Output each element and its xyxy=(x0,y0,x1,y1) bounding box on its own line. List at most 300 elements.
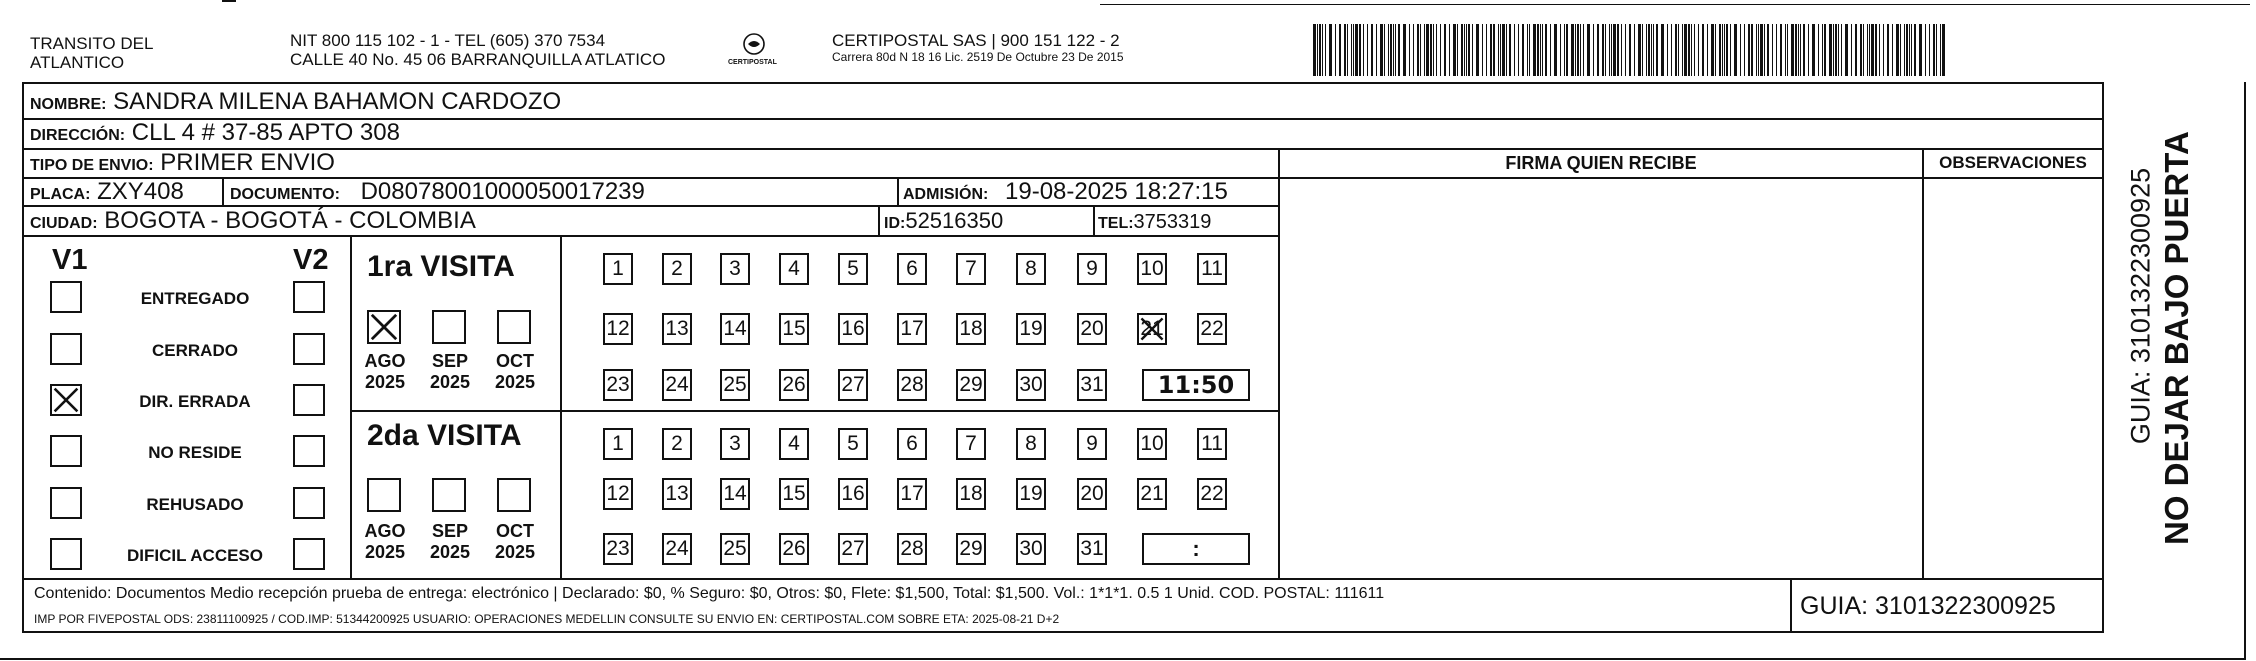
v1-checkbox[interactable] xyxy=(50,538,82,570)
visit1-day-box[interactable] xyxy=(1197,313,1227,345)
month-name: OCT xyxy=(496,351,534,371)
barcode-bar xyxy=(1791,24,1794,76)
barcode xyxy=(1313,24,1947,76)
visit1-day-box[interactable] xyxy=(956,253,986,285)
visit1-day-box[interactable] xyxy=(1077,369,1107,401)
barcode-bar xyxy=(1776,24,1777,76)
status-option-label: DIFICIL ACCESO xyxy=(126,546,263,565)
barcode-bar xyxy=(1605,24,1606,76)
day-number: 8 xyxy=(1025,432,1037,455)
barcode-bar xyxy=(1929,24,1930,76)
barcode-bar xyxy=(1566,24,1568,76)
barcode-bar xyxy=(1593,24,1594,76)
barcode-bar xyxy=(1914,24,1916,76)
day-number: 12 xyxy=(606,317,630,340)
barcode-bar xyxy=(1393,24,1394,76)
day-number: 23 xyxy=(606,373,630,396)
barcode-bar xyxy=(1648,24,1650,76)
day-number: 19 xyxy=(1019,317,1043,340)
v1-checkbox[interactable] xyxy=(50,281,82,313)
visit2-day-box[interactable] xyxy=(603,533,633,565)
visit1-month-checkbox[interactable] xyxy=(367,310,401,344)
address-value: CLL 4 # 37-85 APTO 308 xyxy=(131,119,400,146)
address-line: CALLE 40 No. 45 06 BARRANQUILLA ATLATICO xyxy=(290,50,666,69)
barcode-bar xyxy=(1486,24,1487,76)
v2-checkbox[interactable] xyxy=(293,281,325,313)
status-option-label: CERRADO xyxy=(152,341,238,360)
barcode-bar xyxy=(1629,24,1631,76)
barcode-bar xyxy=(1772,24,1773,76)
visit2-day-box[interactable] xyxy=(1137,428,1167,460)
barcode-bar xyxy=(1371,24,1373,76)
barcode-bar xyxy=(1509,24,1511,76)
visit1-time-box[interactable]: 11:50 xyxy=(1142,369,1250,401)
barcode-bar xyxy=(1347,24,1348,76)
barcode-bar xyxy=(1803,24,1805,76)
admission-value: 19-08-2025 18:27:15 xyxy=(1005,178,1228,205)
barcode-bar xyxy=(1698,24,1699,76)
barcode-bar xyxy=(1430,24,1432,76)
top-tick xyxy=(222,0,236,2)
month-name: OCT xyxy=(496,521,534,541)
visit1-day-box[interactable] xyxy=(956,369,986,401)
day-number: 16 xyxy=(841,482,865,505)
v2-label: V2 xyxy=(293,244,329,276)
tel-sep xyxy=(1093,205,1095,235)
v2-checkbox[interactable] xyxy=(293,487,325,519)
barcode-bar xyxy=(1363,24,1364,76)
visit1-day-box[interactable] xyxy=(1197,253,1227,285)
barcode-bar xyxy=(1466,24,1467,76)
barcode-bar xyxy=(1707,24,1708,76)
barcode-bar xyxy=(1767,24,1769,76)
visit2-month-checkbox[interactable] xyxy=(432,478,466,512)
visit2-day-box[interactable] xyxy=(779,478,809,510)
city-label: CIUDAD: xyxy=(30,215,98,232)
visit2-day-box[interactable] xyxy=(1077,428,1107,460)
visit1-day-box[interactable] xyxy=(603,313,633,345)
document-value: D08078001000050017239 xyxy=(360,178,645,205)
barcode-bar xyxy=(1353,24,1354,76)
courier-line: CERTIPOSTAL SAS | 900 151 122 - 2 xyxy=(832,31,1120,50)
barcode-bar xyxy=(1388,24,1389,76)
barcode-bar xyxy=(1838,24,1839,76)
visit1-day-box[interactable] xyxy=(720,253,750,285)
barcode-bar xyxy=(1417,24,1419,76)
side-guia: GUIA: 3101322300925 xyxy=(2125,167,2156,445)
barcode-bar xyxy=(1625,24,1626,76)
v1-checkbox[interactable] xyxy=(50,435,82,467)
barcode-bar xyxy=(1506,24,1507,76)
bottom-edge xyxy=(0,658,2245,660)
visit2-day-box[interactable] xyxy=(956,428,986,460)
v1-label: V1 xyxy=(52,244,88,276)
v2-checkbox[interactable] xyxy=(293,384,325,416)
day-number: 4 xyxy=(788,257,800,280)
v2-checkbox[interactable] xyxy=(293,435,325,467)
barcode-bar xyxy=(1367,24,1368,76)
day-number: 3 xyxy=(729,257,741,280)
barcode-bar xyxy=(1564,24,1565,76)
day-number: 22 xyxy=(1200,482,1224,505)
day-number: 26 xyxy=(782,537,806,560)
status-option-label: DIR. ERRADA xyxy=(139,392,251,411)
plate-field xyxy=(30,179,184,208)
day-number: 2 xyxy=(671,432,683,455)
day-number: 12 xyxy=(606,482,630,505)
barcode-bar xyxy=(1529,24,1530,76)
visit1-day-box[interactable] xyxy=(720,313,750,345)
barcode-bar xyxy=(1860,24,1862,76)
visit2-day-box[interactable] xyxy=(1016,478,1046,510)
top-edge-line xyxy=(1100,4,2250,5)
month-year: 2025 xyxy=(429,542,471,562)
visit2-day-box[interactable] xyxy=(838,428,868,460)
barcode-bar xyxy=(1461,24,1463,76)
send-type-field xyxy=(30,150,335,179)
visit1-day-box[interactable] xyxy=(838,369,868,401)
visit2-day-box[interactable] xyxy=(1077,533,1107,565)
barcode-bar xyxy=(1571,24,1574,76)
barcode-bar xyxy=(1395,24,1396,76)
day-number: 27 xyxy=(841,373,865,396)
day-number: 30 xyxy=(1019,373,1043,396)
barcode-bar xyxy=(1730,24,1731,76)
name-value: SANDRA MILENA BAHAMON CARDOZO xyxy=(113,88,562,115)
visit1-day-box[interactable] xyxy=(1077,253,1107,285)
day-number: 31 xyxy=(1080,537,1104,560)
city-field xyxy=(30,208,476,237)
barcode-bar xyxy=(1468,24,1470,76)
day-number: 26 xyxy=(782,373,806,396)
day-number: 16 xyxy=(841,317,865,340)
plate-label: PLACA: xyxy=(30,186,91,203)
barcode-bar xyxy=(1424,24,1425,76)
visit2-time-box[interactable]: : xyxy=(1142,533,1250,565)
visit1-month-checkbox[interactable] xyxy=(497,310,531,344)
barcode-bar xyxy=(1833,24,1834,76)
tel-field xyxy=(1098,209,1211,237)
visit1-day-box[interactable] xyxy=(1077,313,1107,345)
barcode-bar xyxy=(1694,24,1695,76)
barcode-bar xyxy=(1875,24,1877,76)
visit2-day-box[interactable] xyxy=(897,478,927,510)
barcode-bar xyxy=(1476,24,1479,76)
month-year: 2025 xyxy=(494,372,536,392)
day-number: 31 xyxy=(1080,373,1104,396)
barcode-bar xyxy=(1787,24,1788,76)
visit1-month-label xyxy=(425,351,475,393)
visit2-day-box[interactable] xyxy=(1197,428,1227,460)
day-number: 30 xyxy=(1019,537,1043,560)
visit1-day-box[interactable] xyxy=(1016,313,1046,345)
barcode-bar xyxy=(1841,24,1842,76)
visit1-day-box[interactable] xyxy=(662,253,692,285)
barcode-bar xyxy=(1656,24,1658,76)
v1-checkbox[interactable] xyxy=(50,487,82,519)
day-number: 2 xyxy=(671,257,683,280)
barcode-bar xyxy=(1671,24,1672,76)
day-number: 10 xyxy=(1140,432,1164,455)
barcode-bar xyxy=(1651,24,1652,76)
visit2-month-checkbox[interactable] xyxy=(367,478,401,512)
v2-checkbox[interactable] xyxy=(293,333,325,365)
barcode-bar xyxy=(1583,24,1584,76)
visit2-day-box[interactable] xyxy=(1197,478,1227,510)
v1-checkbox[interactable] xyxy=(50,333,82,365)
barcode-bar xyxy=(1909,24,1910,76)
barcode-bar xyxy=(1661,24,1664,76)
barcode-bar xyxy=(1653,24,1654,76)
visit1-day-box[interactable] xyxy=(897,253,927,285)
barcode-bar xyxy=(1711,24,1714,76)
day-number: 18 xyxy=(959,482,983,505)
v2-checkbox[interactable] xyxy=(293,538,325,570)
send-type-value: PRIMER ENVIO xyxy=(160,149,335,176)
right-edge xyxy=(2244,82,2246,660)
barcode-bar xyxy=(1413,24,1414,76)
visit2-day-box[interactable] xyxy=(897,533,927,565)
barcode-bar xyxy=(1756,24,1757,76)
courier-sub: Carrera 80d N 18 16 Lic. 2519 De Octubre 23 De 2015 xyxy=(832,50,1124,64)
day-number: 15 xyxy=(782,317,806,340)
barcode-bar xyxy=(1609,24,1610,76)
day-number: 14 xyxy=(723,482,747,505)
visit2-day-box[interactable] xyxy=(662,428,692,460)
visit1-day-box[interactable] xyxy=(779,253,809,285)
visit1-day-box[interactable] xyxy=(838,253,868,285)
visit2-day-box[interactable] xyxy=(662,478,692,510)
visit2-day-box[interactable] xyxy=(1137,478,1167,510)
barcode-bar xyxy=(1621,24,1622,76)
barcode-bar xyxy=(1453,24,1456,76)
footer-guia-sep xyxy=(1790,578,1792,633)
barcode-bar xyxy=(1871,24,1874,76)
signature-box[interactable] xyxy=(1280,180,1920,576)
id-label: ID: xyxy=(884,215,906,232)
entity-contact xyxy=(290,31,665,69)
visit1-day-box[interactable] xyxy=(897,369,927,401)
barcode-bar xyxy=(1617,24,1619,76)
day-number: 18 xyxy=(959,317,983,340)
tel-value: 3753319 xyxy=(1133,211,1212,233)
visit2-month-label xyxy=(490,521,540,563)
barcode-bar xyxy=(1426,24,1429,76)
barcode-bar xyxy=(1313,24,1316,76)
visit1-day-box[interactable] xyxy=(779,369,809,401)
barcode-bar xyxy=(1764,24,1765,76)
barcode-bar xyxy=(1518,24,1519,76)
barcode-bar xyxy=(1403,24,1406,76)
tel-label: TEL: xyxy=(1098,215,1134,232)
barcode-bar xyxy=(1498,24,1499,76)
visit1-day-box[interactable] xyxy=(662,313,692,345)
visit2-day-box[interactable] xyxy=(779,533,809,565)
day-number: 6 xyxy=(906,257,918,280)
barcode-bar xyxy=(1542,24,1543,76)
day-number: 13 xyxy=(665,317,689,340)
barcode-bar xyxy=(1795,24,1797,76)
visit1-day-box[interactable] xyxy=(1016,253,1046,285)
barcode-bar xyxy=(1682,24,1683,76)
status-option-label: REHUSADO xyxy=(146,495,244,514)
barcode-bar xyxy=(1734,24,1737,76)
barcode-bar xyxy=(1684,24,1687,76)
barcode-bar xyxy=(1724,24,1725,76)
visit1-day-box[interactable] xyxy=(662,369,692,401)
firma-label: FIRMA QUIEN RECIBE xyxy=(1505,153,1697,173)
document-field xyxy=(230,179,645,208)
barcode-bar xyxy=(1522,24,1524,76)
visit2-day-box[interactable] xyxy=(662,533,692,565)
visit2-day-box[interactable] xyxy=(838,478,868,510)
day-number: 5 xyxy=(847,432,859,455)
barcode-bar xyxy=(1835,24,1837,76)
visit2-title: 2da VISITA xyxy=(367,419,522,452)
barcode-bar xyxy=(1879,24,1880,76)
barcode-bar xyxy=(1744,24,1745,76)
barcode-bar xyxy=(1351,24,1352,76)
day-number: 5 xyxy=(847,257,859,280)
barcode-bar xyxy=(1719,24,1721,76)
barcode-bar xyxy=(1602,24,1604,76)
day-number: 10 xyxy=(1140,257,1164,280)
day-number: 24 xyxy=(665,373,689,396)
barcode-bar xyxy=(1380,24,1383,76)
barcode-bar xyxy=(1726,24,1728,76)
visit1-day-box[interactable] xyxy=(956,313,986,345)
barcode-bar xyxy=(1577,24,1579,76)
visit2-day-box[interactable] xyxy=(1016,533,1046,565)
visit1-day-box[interactable] xyxy=(779,313,809,345)
barcode-bar xyxy=(1344,24,1346,76)
status-sep xyxy=(350,235,352,578)
barcode-bar xyxy=(1355,24,1358,76)
barcode-bar xyxy=(1500,24,1501,76)
barcode-bar xyxy=(1560,24,1561,76)
visit1-month-checkbox[interactable] xyxy=(432,310,466,344)
status-option-label: NO RESIDE xyxy=(148,443,242,462)
day-number: 22 xyxy=(1200,317,1224,340)
day-number: 4 xyxy=(788,432,800,455)
visit2-day-box[interactable] xyxy=(956,478,986,510)
visit2-month-checkbox[interactable] xyxy=(497,478,531,512)
barcode-bar xyxy=(1384,24,1385,76)
day-number: 21 xyxy=(1140,482,1164,505)
barcode-bar xyxy=(1906,24,1908,76)
admission-field xyxy=(903,179,1228,208)
barcode-bar xyxy=(1638,24,1641,76)
barcode-bar xyxy=(1359,24,1361,76)
month-name: SEP xyxy=(431,521,469,541)
barcode-bar xyxy=(1780,24,1782,76)
barcode-bar xyxy=(1575,24,1576,76)
barcode-bar xyxy=(1436,24,1437,76)
document-sep xyxy=(897,177,899,205)
day-number: 1 xyxy=(612,257,624,280)
visit2-day-box[interactable] xyxy=(1077,478,1107,510)
day-number: 13 xyxy=(665,482,689,505)
visit1-day-box[interactable] xyxy=(897,313,927,345)
barcode-bar xyxy=(1758,24,1759,76)
barcode-bar xyxy=(1691,24,1692,76)
visit2-day-box[interactable] xyxy=(720,533,750,565)
barcode-bar xyxy=(1748,24,1750,76)
barcode-bar xyxy=(1942,24,1945,76)
barcode-bar xyxy=(1678,24,1679,76)
barcode-bar xyxy=(1892,24,1893,76)
footer-guia: GUIA: 3101322300925 xyxy=(1800,592,2056,620)
day-number: 9 xyxy=(1086,257,1098,280)
visit1-day-box[interactable] xyxy=(1016,369,1046,401)
barcode-bar xyxy=(1545,24,1547,76)
visit1-day-box[interactable] xyxy=(838,313,868,345)
visit2-day-box[interactable] xyxy=(956,533,986,565)
barcode-bar xyxy=(1829,24,1832,76)
barcode-bar xyxy=(1869,24,1870,76)
visit1-day-box[interactable] xyxy=(603,253,633,285)
barcode-bar xyxy=(1751,24,1753,76)
footer-contents: Contenido: Documentos Medio recepción prueba de entrega: electrónico | Declarado: $0, % Seguro: $0, Otros: $0, Flete: $1,500, Total: $1,500. Vol.: 1*1*1. 0.5 1 Unid. COD. POSTAL: 111611 xyxy=(34,585,1385,602)
barcode-bar xyxy=(1818,24,1819,76)
barcode-bar xyxy=(1597,24,1599,76)
visit2-day-box[interactable] xyxy=(720,428,750,460)
id-value: 52516350 xyxy=(905,208,1004,233)
document-label: DOCUMENTO: xyxy=(230,186,340,203)
barcode-bar xyxy=(1472,24,1473,76)
visit2-day-box[interactable] xyxy=(897,428,927,460)
plate-sep xyxy=(222,177,224,205)
visit1-day-box[interactable] xyxy=(603,369,633,401)
signature-head-line xyxy=(1278,177,2104,179)
barcode-bar xyxy=(1317,24,1318,76)
day-number: 3 xyxy=(729,432,741,455)
barcode-bar xyxy=(1812,24,1815,76)
visit2-day-box[interactable] xyxy=(779,428,809,460)
barcode-bar xyxy=(1911,24,1912,76)
barcode-bar xyxy=(1642,24,1643,76)
barcode-bar xyxy=(1550,24,1551,76)
visit1-day-box[interactable] xyxy=(720,369,750,401)
visit2-month-label xyxy=(425,521,475,563)
visit2-day-box[interactable] xyxy=(838,533,868,565)
barcode-bar xyxy=(1554,24,1557,76)
visit1-title: 1ra VISITA xyxy=(367,250,515,283)
barcode-bar xyxy=(1933,24,1935,76)
day-number: 7 xyxy=(965,432,977,455)
visit2-day-box[interactable] xyxy=(603,428,633,460)
barcode-bar xyxy=(1808,24,1809,76)
visit2-day-box[interactable] xyxy=(603,478,633,510)
barcode-bar xyxy=(1919,24,1922,76)
barcode-bar xyxy=(1464,24,1465,76)
visit1-day-box[interactable] xyxy=(1137,313,1167,345)
month-name: AGO xyxy=(364,351,406,371)
barcode-bar xyxy=(1887,24,1889,76)
visit2-day-box[interactable] xyxy=(1016,428,1046,460)
barcode-bar xyxy=(1398,24,1400,76)
address-label: DIRECCIÓN: xyxy=(30,127,126,144)
barcode-bar xyxy=(1613,24,1616,76)
barcode-bar xyxy=(1493,24,1495,76)
observaciones-box[interactable] xyxy=(1924,180,2102,576)
v1-checkbox[interactable] xyxy=(50,384,82,416)
day-number: 14 xyxy=(723,317,747,340)
barcode-bar xyxy=(1587,24,1590,76)
barcode-bar xyxy=(1925,24,1926,76)
visit2-day-box[interactable] xyxy=(720,478,750,510)
visit1-day-box[interactable] xyxy=(1137,253,1167,285)
